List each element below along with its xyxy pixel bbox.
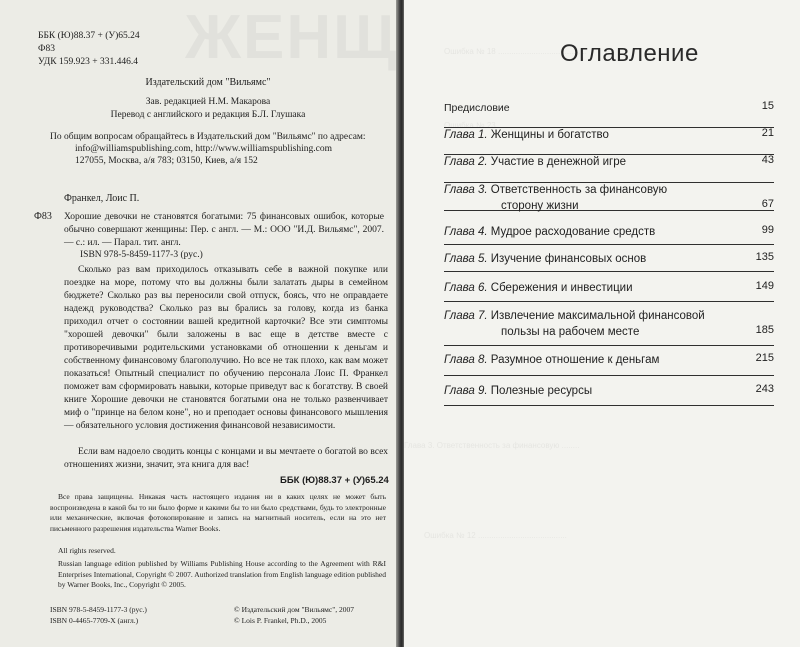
author-heading: Франкел, Лоис П. bbox=[64, 193, 140, 204]
toc-item-chapter: Глава 4. bbox=[444, 226, 488, 238]
toc-item-page: 15 bbox=[761, 100, 774, 112]
isbn-ru: ISBN 978-5-8459-1177-3 (рус.) bbox=[50, 605, 147, 614]
toc-item-page: 99 bbox=[761, 224, 774, 236]
show-through-title bbox=[185, 8, 398, 68]
toc-item-title bbox=[444, 352, 734, 368]
toc-item-text: Полезные ресурсы bbox=[490, 385, 593, 397]
author-mark-entry: Ф83 bbox=[34, 211, 52, 222]
toc-item-title bbox=[444, 280, 734, 296]
toc-item-chapter: Глава 3. bbox=[444, 184, 488, 196]
toc-item-chapter-3[interactable] bbox=[444, 182, 774, 211]
toc-title: Оглавление bbox=[560, 40, 699, 67]
edition-notice-en: Russian language edition published by Williams Publishing House according to the Agreement with R&I Enterprises International, Copyright © 2007. Authorized translation from English language edition published by Warner Books, Inc., Copyright © 2005. bbox=[58, 559, 386, 589]
toc-item-chapter: Глава 6. bbox=[444, 282, 488, 294]
copyright-author: © Lois P. Frankel, Ph.D., 2005 bbox=[234, 616, 327, 625]
toc-item-chapter: Глава 8. bbox=[444, 354, 488, 366]
publisher-name: Издательский дом "Вильямс" bbox=[145, 77, 271, 88]
isbn-list bbox=[50, 604, 147, 626]
toc-item-title bbox=[444, 251, 734, 267]
left-page bbox=[0, 0, 398, 647]
toc-item-text: Ответственность за финансовую bbox=[490, 184, 668, 196]
toc-item-preface[interactable] bbox=[444, 100, 774, 128]
translator-credit: Перевод с английского и редакция Б.Л. Глушака bbox=[110, 110, 306, 120]
toc-item-chapter: Глава 7. bbox=[444, 310, 488, 322]
udk-code: УДК 159.923 + 331.446.4 bbox=[38, 57, 138, 67]
isbn-en: ISBN 0-4465-7709-X (англ.) bbox=[50, 616, 139, 625]
copyright-list bbox=[234, 604, 354, 626]
toc-item-chapter-5[interactable] bbox=[444, 244, 774, 272]
toc-item-text: Участие в денежной игре bbox=[490, 156, 627, 168]
toc-item-chapter-1[interactable] bbox=[444, 127, 774, 155]
toc-item-chapter-4[interactable] bbox=[444, 210, 774, 245]
bibliographic-record: Хорошие девочки не становятся богатыми: 75 финансовых ошибок, которые обычно совершают женщины: Пер. с англ. — М.: ООО "И.Д. Вильямс", 2007. — с.: ил. — Парал. тит. англ. bbox=[64, 212, 384, 248]
toc-item-title bbox=[444, 127, 734, 143]
toc-item-chapter-7[interactable] bbox=[444, 301, 774, 346]
editor-credit: Зав. редакцией Н.М. Макарова bbox=[145, 97, 271, 107]
bbk-code: ББК (Ю)88.37 + (У)65.24 bbox=[38, 31, 140, 41]
toc-item-text: Мудрое расходование средств bbox=[490, 226, 656, 238]
toc-item-title bbox=[444, 383, 734, 399]
toc-item-page: 43 bbox=[761, 154, 774, 166]
isbn-entry: ISBN 978-5-8459-1177-3 (рус.) bbox=[80, 250, 203, 260]
rights-notice-en: All rights reserved. bbox=[58, 546, 116, 555]
toc-item-title bbox=[444, 154, 734, 170]
inquiries-line-2: info@williamspublishing.com, http://www.williamspublishing.com bbox=[75, 144, 332, 154]
toc-item-page: 185 bbox=[755, 324, 774, 336]
toc-item-text-cont: сторону жизни bbox=[501, 200, 579, 212]
toc-item-text: Изучение финансовых основ bbox=[490, 253, 647, 265]
toc-item-page: 135 bbox=[755, 251, 774, 263]
toc-item-page: 215 bbox=[755, 352, 774, 364]
toc-item-text: Разумное отношение к деньгам bbox=[490, 354, 660, 366]
show-through-text: Ошибка № 23 ........................................ bbox=[444, 121, 587, 130]
toc-item-chapter-2[interactable] bbox=[444, 154, 774, 183]
annotation-paragraph-1: Сколько раз вам приходилось отказывать себе в важной покупке или поездке на море, потому что вы должны были залатать дыры в семейном бюджете? Сколько раз вы переносили свой отпуск, боясь, что не оправдаете надежд руководства? Сколько раз вы брались за голову, когда из банка приходил отчет о состоянии вашей кредитной карточки? Все эти симптомы "хорошей девочки" были заложены в вас еще в детстве вместе с противоречивыми родительскими установками об отношении к деньгам и собственному финансовому благополучию. Но все не так плохо, как вам может показаться! Опытный специалист по обучению персонала Лоис П. Франкел поможет вам сформировать навыки, которые приведут вас к богатству. В своей книге Хорошие девочки не становятся богатыми она не только развенчивает миф о "принце на белом коне", но и преподает основы финансового мышления — обязательного условия достижения финансовой независимости. bbox=[64, 265, 388, 431]
toc-item-text: Сбережения и инвестиции bbox=[490, 282, 633, 294]
toc-item-chapter-6[interactable] bbox=[444, 271, 774, 302]
toc-item-text: Извлечение максимальной финансовой bbox=[490, 310, 705, 322]
inquiries-line-3: 127055, Москва, а/я 783; 03150, Киев, а/я 152 bbox=[75, 156, 258, 166]
toc-item-title bbox=[444, 224, 734, 240]
rights-notice-ru: Все права защищены. Никакая часть настоящего издания ни в каких целях не может быть воспроизведена в какой бы то ни было форме и какими бы то ни было средствами, будь то электронные или механические, включая фотокопирование и запись на магнитный носитель, если на это нет письменного разрешения издательства Warner Books. bbox=[50, 492, 386, 533]
show-through-text: Ошибка № 18 ........................................ bbox=[444, 47, 587, 56]
toc-item-page: 21 bbox=[761, 127, 774, 139]
annotation-paragraph-2: Если вам надоело сводить концы с концами и вы мечтаете о богатой во всех отношениях жизни, значит, эта книга для вас! bbox=[64, 447, 388, 470]
toc-item-chapter: Глава 9. bbox=[444, 385, 488, 397]
toc-item-title: Предисловие bbox=[444, 102, 510, 114]
toc-item-chapter: Глава 2. bbox=[444, 156, 488, 168]
author-mark: Ф83 bbox=[38, 44, 56, 54]
toc-item-text: Женщины и богатство bbox=[490, 129, 609, 141]
toc-item-text-cont: пользы на рабочем месте bbox=[501, 326, 640, 338]
toc-item-title bbox=[444, 308, 734, 340]
toc-item-chapter: Глава 5. bbox=[444, 253, 488, 265]
inquiries-line-1: По общим вопросам обращайтесь в Издательский дом "Вильямс" по адресам: bbox=[50, 132, 366, 142]
toc-item-page: 243 bbox=[755, 383, 774, 395]
copyright-publisher: © Издательский дом "Вильямс", 2007 bbox=[234, 605, 355, 614]
show-through-text: Ошибка № 12 ........................................ bbox=[424, 531, 567, 540]
toc-item-chapter: Глава 1. bbox=[444, 129, 488, 141]
toc-item-chapter-8[interactable] bbox=[444, 345, 774, 376]
bbk-code-bottom: ББК (Ю)88.37 + (У)65.24 bbox=[280, 475, 389, 486]
toc-item-page: 67 bbox=[761, 198, 774, 210]
catalog-codes bbox=[38, 30, 140, 69]
show-through-text: Глава 3. Ответственность за финансовую ........ bbox=[404, 441, 580, 450]
toc-item-chapter-9[interactable] bbox=[444, 375, 774, 406]
toc-item-page: 149 bbox=[755, 280, 774, 292]
